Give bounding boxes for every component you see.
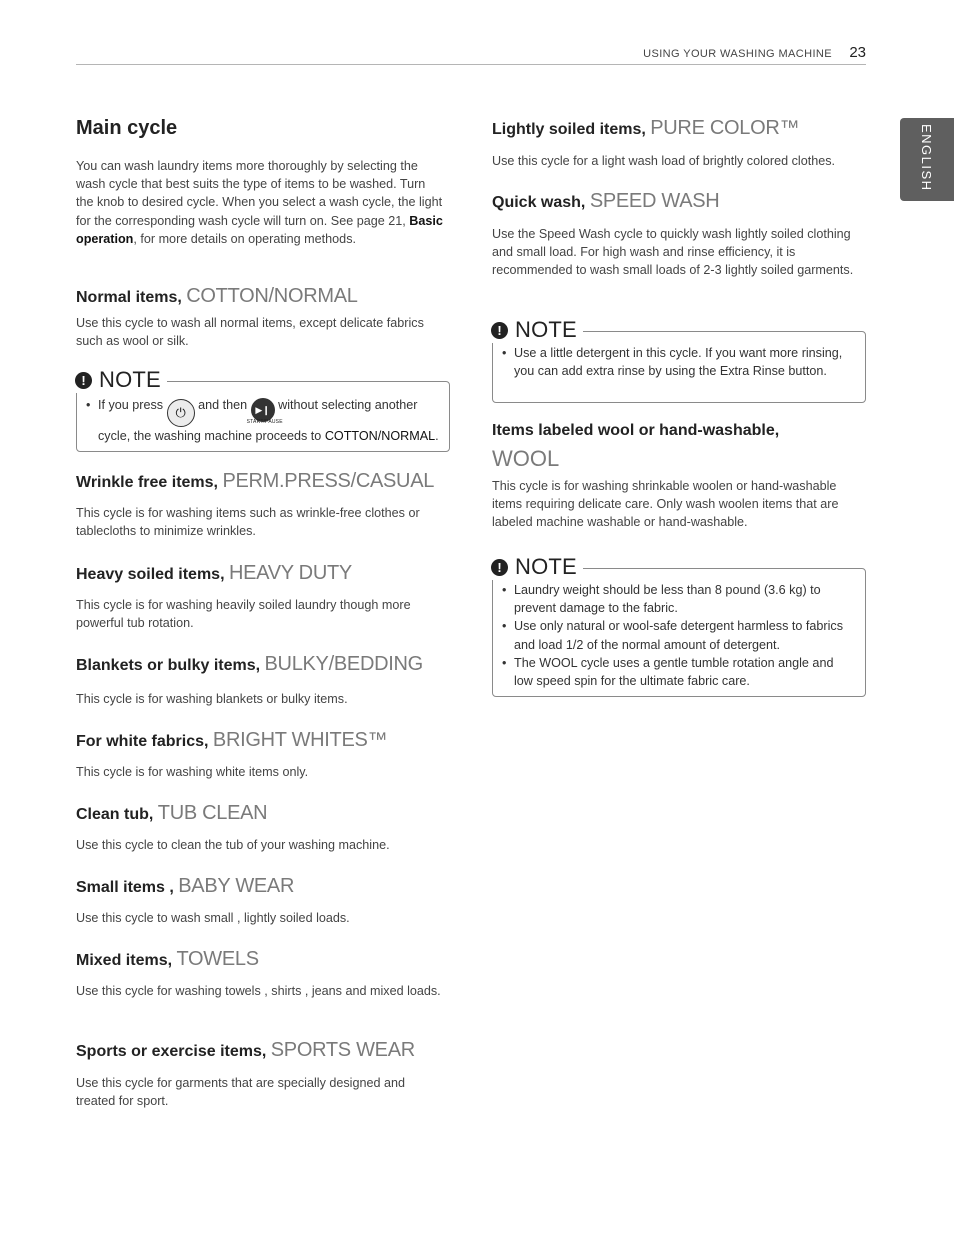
note-item: • The WOOL cycle uses a gentle tumble rotation angle and low speed spin for the ultimate fabric care. [502, 654, 855, 690]
main-cycle-title: Main cycle [76, 117, 178, 139]
heading-label: For white fabrics, [76, 733, 213, 750]
note-text-end: . [435, 429, 439, 444]
cycle-name: COTTON/NORMAL [186, 285, 358, 307]
start-pause-button-icon: ▶❙ START/PAUSE [251, 398, 275, 422]
cycle-name-wool: WOOL [492, 446, 560, 471]
cycle-name: PERM.PRESS/CASUAL [222, 470, 435, 492]
heading-label: Wrinkle free items, [76, 474, 223, 491]
note-text: without selecting another cycle, the washing machine proceeds to [98, 398, 418, 444]
header-section-title: USING YOUR WASHING MACHINE [643, 48, 832, 60]
heading-label: Blankets or bulky items, [76, 657, 265, 674]
section-text-wrinkle-free: This cycle is for washing items such as wrinkle-free clothes or tablecloths to minimize wrinkles. [76, 506, 420, 539]
note-box-press-buttons [76, 367, 450, 452]
heading-label: Lightly soiled items, [492, 121, 651, 138]
note-text: If you press [98, 398, 164, 412]
cycle-name: PURE COLOR™ [650, 117, 800, 139]
note-cycle-name: COTTON/NORMAL [324, 429, 436, 444]
note-box-speed-wash [492, 317, 866, 403]
section-text-towels: Use this cycle for washing towels , shirts , jeans and mixed loads. [76, 984, 441, 998]
section-heading-pure-color [492, 116, 799, 142]
note-label: NOTE [515, 317, 577, 342]
section-text-wool: This cycle is for washing shrinkable woolen or hand-washable items requiring delicate care. Only wash woolen items that are labeled machine washable or hand-washable. [492, 479, 839, 530]
section-heading-wool: Items labeled wool or hand-washable, [492, 422, 780, 439]
note-list [86, 396, 439, 445]
intro-text: You can wash laundry items more thoroughly by selecting the wash cycle that best suits the type of items to be washed. Turn the knob to desired cycle. When you select a wash cycle, the light for the corresponding wash cycle will turn on. See page 21, [76, 159, 443, 228]
note-label: NOTE [515, 554, 577, 579]
exclamation-icon: ! [75, 372, 92, 389]
section-heading-tub-clean [76, 801, 267, 827]
section-text-speed-wash: Use the Speed Wash cycle to quickly wash lightly soiled clothing and small load. For high wash and rinse efficiency, it is recommended to wash small loads of 2-3 lightly soiled garments. [492, 227, 854, 278]
section-heading-towels [76, 947, 259, 973]
cycle-name: TUB CLEAN [157, 802, 268, 824]
note-title [73, 367, 167, 393]
section-text-heavy-duty: This cycle is for washing heavily soiled laundry though more powerful tub rotation. [76, 598, 411, 631]
note-item: • Use a little detergent in this cycle. If you want more rinsing, you can add extra rinse by using the Extra Rinse button. [502, 344, 855, 380]
power-button-icon: ⏻ [167, 399, 195, 427]
heading-label: Mixed items, [76, 952, 177, 969]
cycle-name: BULKY/BEDDING [264, 653, 423, 675]
page-number: 23 [849, 44, 866, 61]
basic-operation-ref: Basic operation [76, 213, 443, 246]
note-list [502, 581, 855, 690]
section-heading-baby-wear [76, 874, 294, 900]
main-cycle-intro [76, 157, 444, 248]
note-text: and then [198, 398, 248, 412]
heading-label: Normal items, [76, 289, 187, 306]
heading-label: Small items , [76, 879, 179, 896]
section-text-normal: Use this cycle to wash all normal items, except delicate fabrics such as wool or silk. [76, 316, 424, 349]
heading-label: Clean tub, [76, 806, 158, 823]
section-text-pure-color: Use this cycle for a light wash load of brightly colored clothes. [492, 154, 835, 168]
section-heading-wrinkle-free [76, 469, 434, 495]
note-title [489, 554, 583, 580]
heading-label: Sports or exercise items, [76, 1043, 271, 1060]
cycle-name: BABY WEAR [178, 875, 295, 897]
section-heading-normal [76, 284, 358, 310]
start-pause-label: START/PAUSE [246, 418, 283, 425]
note-item: • Laundry weight should be less than 8 pound (3.6 kg) to prevent damage to the fabric. [502, 581, 855, 617]
section-heading-speed-wash [492, 189, 719, 215]
note-label: NOTE [99, 367, 161, 392]
note-item [86, 396, 439, 445]
section-text-sports-wear: Use this cycle for garments that are specially designed and treated for sport. [76, 1076, 406, 1109]
exclamation-icon: ! [491, 322, 508, 339]
heading-label: Quick wash, [492, 194, 590, 211]
note-box-wool [492, 554, 866, 697]
page-header [76, 44, 866, 65]
cycle-name: SPEED WASH [589, 190, 720, 212]
section-heading-bulky [76, 652, 423, 678]
intro-text-end: , for more details on operating methods. [133, 231, 356, 246]
section-heading-sports-wear [76, 1038, 415, 1064]
cycle-name: TOWELS [176, 948, 259, 970]
language-tab [900, 118, 954, 201]
section-text-bulky: This cycle is for washing blankets or bulky items. [76, 692, 348, 706]
note-list [502, 344, 855, 380]
section-heading-heavy-duty [76, 561, 352, 587]
section-text-baby-wear: Use this cycle to wash small , lightly soiled loads. [76, 911, 350, 925]
section-text-bright-whites: This cycle is for washing white items only. [76, 765, 309, 779]
note-title [489, 317, 583, 343]
cycle-name: SPORTS WEAR [270, 1039, 415, 1061]
exclamation-icon: ! [491, 559, 508, 576]
section-text-tub-clean: Use this cycle to clean the tub of your washing machine. [76, 838, 390, 852]
cycle-name: HEAVY DUTY [228, 562, 352, 584]
heading-label: Heavy soiled items, [76, 566, 229, 583]
language-tab-label: ENGLISH [919, 124, 934, 192]
section-heading-bright-whites [76, 728, 387, 754]
cycle-name: BRIGHT WHITES™ [212, 729, 388, 751]
note-item: • Use only natural or wool-safe detergent harmless to fabrics and load 1/2 of the normal amount of detergent. [502, 617, 855, 653]
